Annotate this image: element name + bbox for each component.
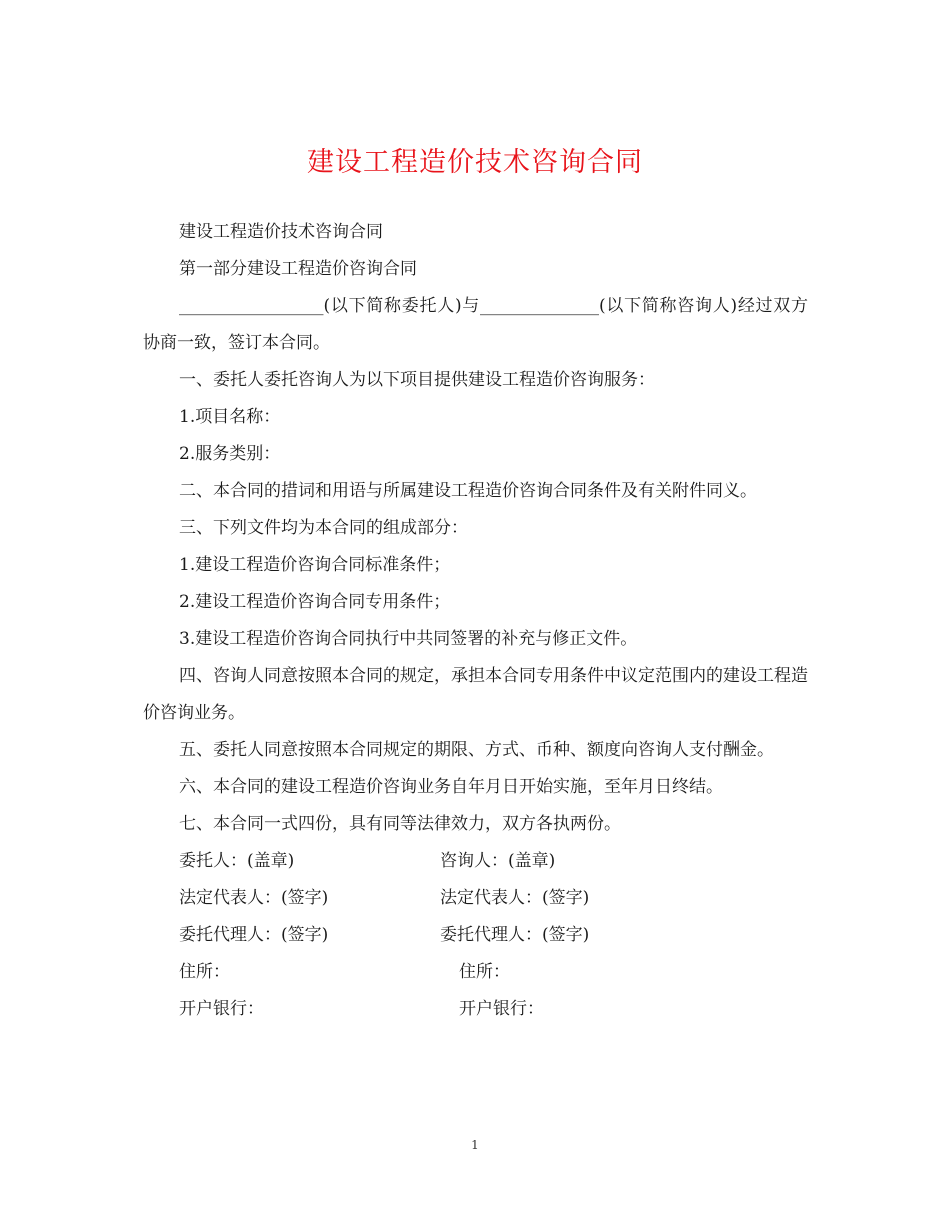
paragraph-clause-2: 二、本合同的措词和用语与所属建设工程造价咨询合同条件及有关附件同义。	[179, 481, 757, 501]
paragraph-doc-2: 2.建设工程造价咨询合同专用条件；	[179, 592, 451, 612]
paragraph-clause-5: 五、委托人同意按照本合同规定的期限、方式、币种、额度向咨询人支付酬金。	[179, 740, 774, 760]
consultant-bank-label: 开户银行：	[459, 999, 544, 1019]
signature-row-address	[143, 954, 808, 991]
paragraph-clause-4: 四、咨询人同意按照本合同的规定，承担本合同专用条件中议定范围内的建设工程造价咨询业务。	[143, 666, 808, 723]
paragraph-service-type: 2.服务类别：	[179, 444, 281, 464]
signature-row-seal	[143, 843, 808, 880]
paragraph-doc-3: 3.建设工程造价咨询合同执行中共同签署的补充与修正文件。	[179, 629, 638, 649]
signature-row-legal-rep	[143, 880, 808, 917]
client-address-label: 住所：	[179, 962, 230, 982]
page-number: 1	[471, 1138, 479, 1152]
paragraph-heading: 建设工程造价技术咨询合同	[179, 222, 383, 242]
signature-row-agent	[143, 917, 808, 954]
document-title: 建设工程造价技术咨询合同	[307, 147, 643, 178]
consultant-legal-rep-label: 法定代表人：(签字)	[440, 888, 590, 908]
consultant-seal-label: 咨询人：(盖章)	[440, 851, 556, 871]
signature-block	[143, 843, 808, 1028]
consultant-agent-label: 委托代理人：(签字)	[440, 925, 590, 945]
client-legal-rep-label: 法定代表人：(签字)	[179, 888, 329, 908]
paragraph-doc-1: 1.建设工程造价咨询合同标准条件；	[179, 555, 451, 575]
paragraph-clause-1: 一、委托人委托咨询人为以下项目提供建设工程造价咨询服务：	[179, 370, 655, 390]
paragraph-parties: _________________(以下简称委托人)与______________(以下简称咨询人)经过双方协商一致，签订本合同。	[143, 296, 808, 353]
paragraph-clause-3: 三、下列文件均为本合同的组成部分：	[179, 518, 468, 538]
document-body	[143, 214, 808, 1028]
client-bank-label: 开户银行：	[179, 999, 264, 1019]
paragraph-project-name: 1.项目名称：	[179, 407, 281, 427]
client-seal-label: 委托人：(盖章)	[179, 851, 295, 871]
paragraph-part-one: 第一部分建设工程造价咨询合同	[179, 259, 417, 279]
signature-row-bank	[143, 991, 808, 1028]
client-agent-label: 委托代理人：(签字)	[179, 925, 329, 945]
consultant-address-label: 住所：	[459, 962, 510, 982]
paragraph-clause-6: 六、本合同的建设工程造价咨询业务自年月日开始实施，至年月日终结。	[179, 777, 723, 797]
paragraph-clause-7: 七、本合同一式四份，具有同等法律效力，双方各执两份。	[179, 814, 621, 834]
